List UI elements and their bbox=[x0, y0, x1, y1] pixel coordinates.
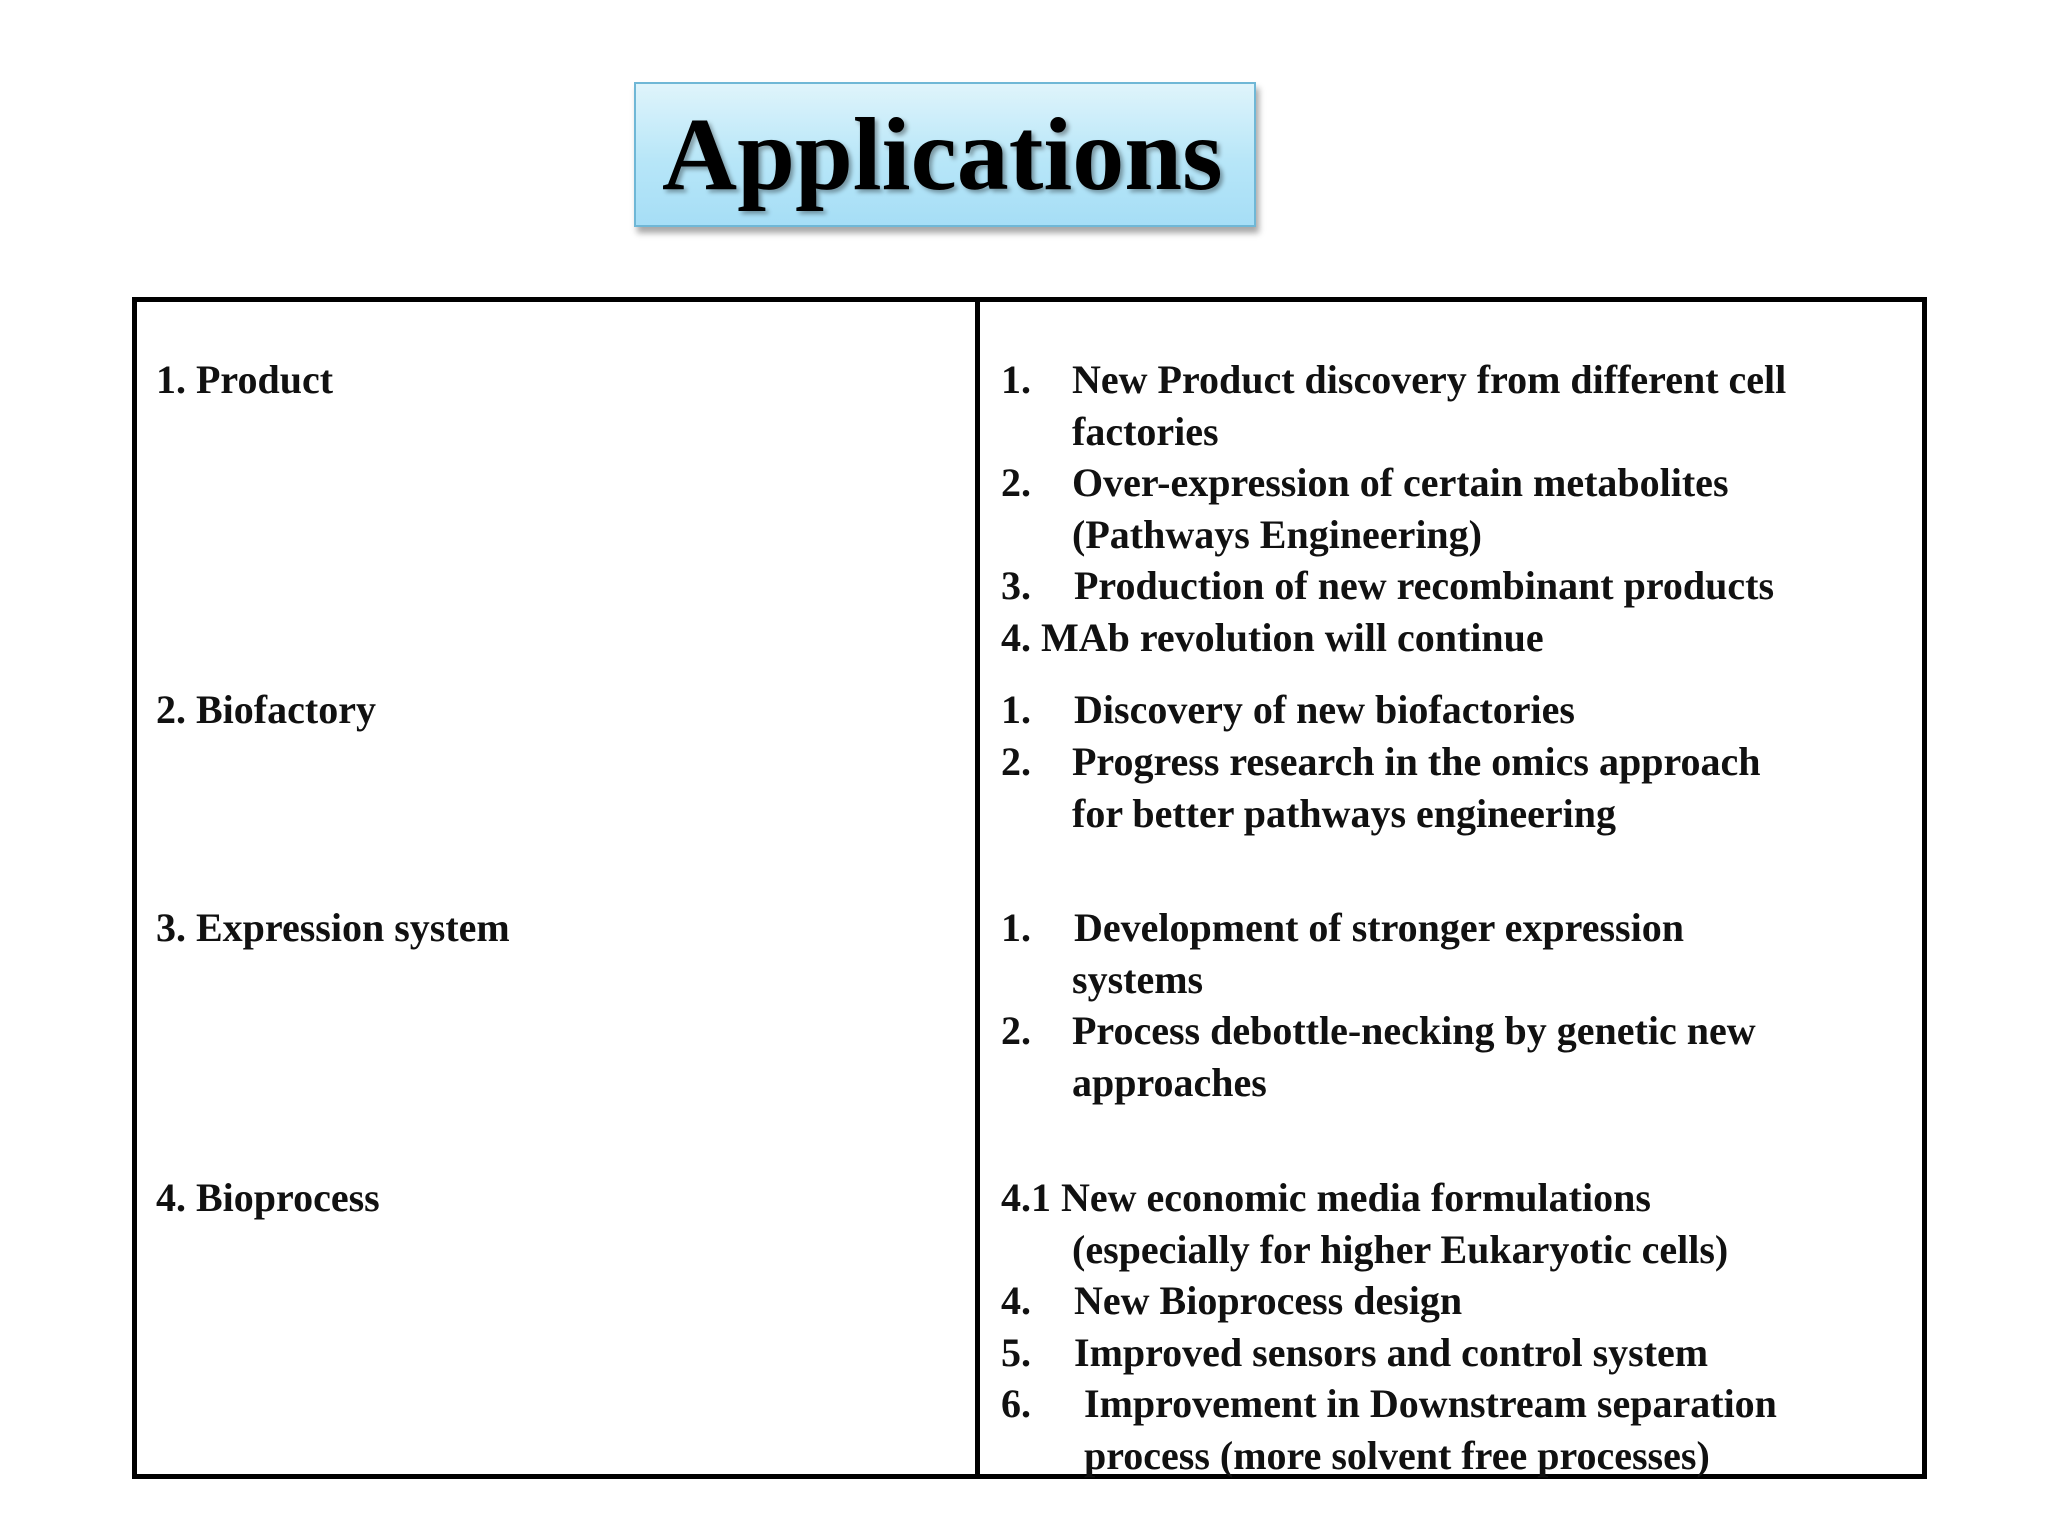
list-item-text: Improvement in Downstream separation bbox=[1084, 1381, 1777, 1426]
list-item-text: (especially for higher Eukaryotic cells) bbox=[1072, 1227, 1729, 1272]
list-item-text: factories bbox=[1072, 409, 1219, 454]
list-item-text: for better pathways engineering bbox=[1072, 791, 1617, 836]
list-item-text: New Bioprocess design bbox=[1074, 1278, 1463, 1323]
row-label-expression-system: 3. Expression system bbox=[156, 905, 510, 950]
page-title: Applications bbox=[662, 97, 1223, 212]
row-label-bioprocess: 4. Bioprocess bbox=[156, 1175, 380, 1220]
list-item-text: Production of new recombinant products bbox=[1074, 563, 1775, 608]
list-item-text: Process debottle-necking by genetic new bbox=[1072, 1008, 1756, 1053]
row-label-biofactory: 2. Biofactory bbox=[156, 687, 376, 732]
list-item-number: 1. bbox=[1001, 905, 1031, 950]
list-item-text: 4.1 New economic media formulations bbox=[1001, 1175, 1651, 1220]
list-item-text: Improved sensors and control system bbox=[1074, 1330, 1709, 1375]
list-item-number: 2. bbox=[1001, 1008, 1031, 1053]
list-item-text: Progress research in the omics approach bbox=[1072, 739, 1761, 784]
list-item-number: 1. bbox=[1001, 357, 1031, 402]
list-item-number: 2. bbox=[1001, 739, 1031, 784]
list-item-number: 3. bbox=[1001, 563, 1031, 608]
list-item-text: Over-expression of certain metabolites bbox=[1072, 460, 1729, 505]
list-item-number: 2. bbox=[1001, 460, 1031, 505]
list-item-text: process (more solvent free processes) bbox=[1084, 1433, 1710, 1478]
row-label-product: 1. Product bbox=[156, 357, 334, 402]
list-item-text: (Pathways Engineering) bbox=[1072, 512, 1482, 557]
list-item-number: 6. bbox=[1001, 1381, 1031, 1426]
list-item-number: 4. bbox=[1001, 1278, 1031, 1323]
list-item-number: 1. bbox=[1001, 687, 1031, 732]
list-item-text: Development of stronger expression bbox=[1074, 905, 1684, 950]
list-item-text: 4. MAb revolution will continue bbox=[1001, 615, 1544, 660]
column-divider bbox=[975, 297, 980, 1479]
list-item-text: Discovery of new biofactories bbox=[1074, 687, 1575, 732]
list-item-text: systems bbox=[1072, 957, 1204, 1002]
list-item-text: approaches bbox=[1072, 1060, 1267, 1105]
title-box bbox=[634, 82, 1256, 227]
list-item-text: New Product discovery from different cell bbox=[1072, 357, 1787, 402]
list-item-number: 5. bbox=[1001, 1330, 1031, 1375]
